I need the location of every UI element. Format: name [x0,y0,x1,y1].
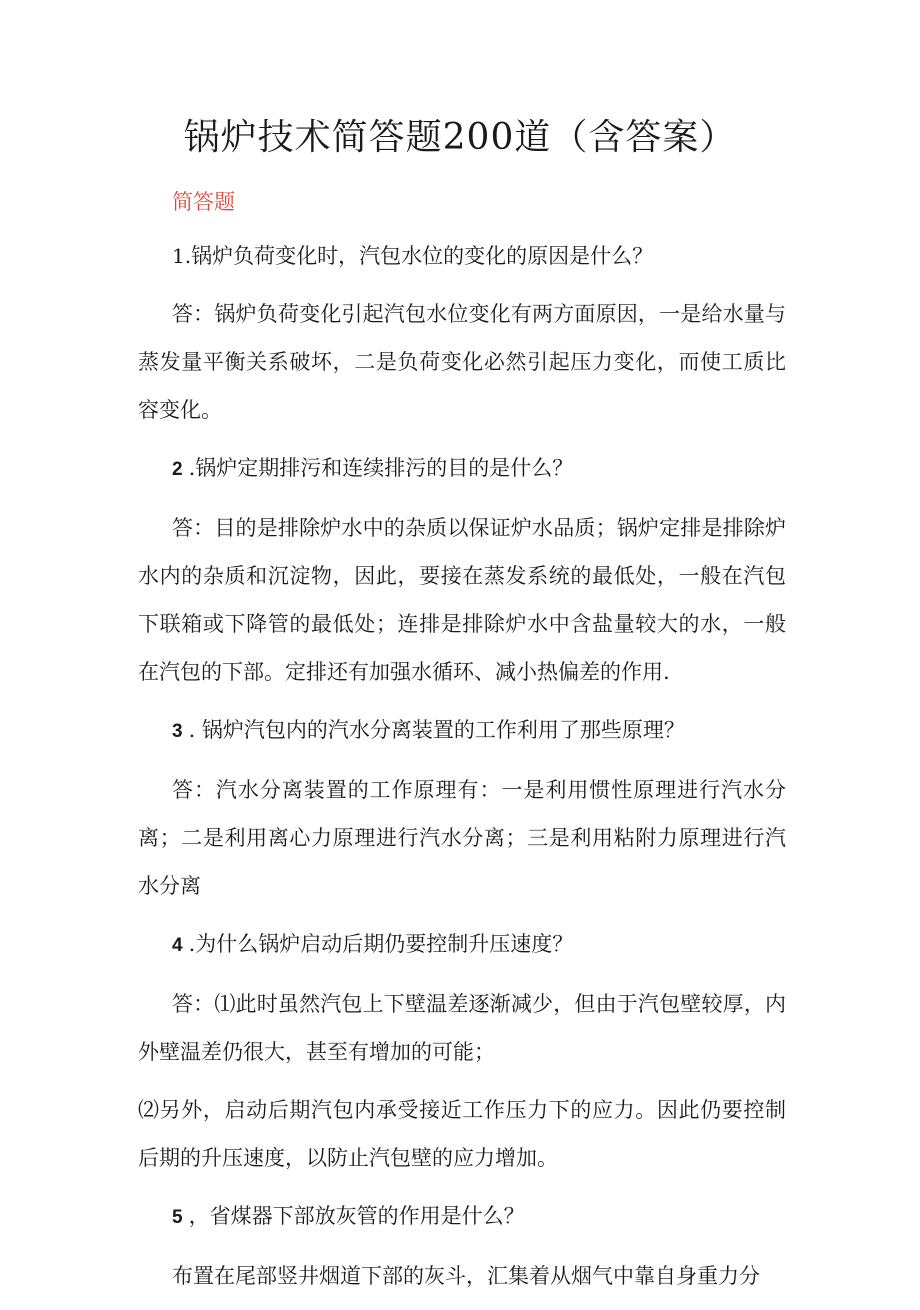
question-2 [138,444,786,494]
question-number: 1. [172,244,192,268]
question-text: .为什么锅炉启动后期仍要控制升压速度？ [188,932,574,956]
document-title: 锅炉技术简答题200道（含答案） [183,117,737,158]
question-text: .锅炉定期排污和连续排污的目的是什么？ [188,456,574,480]
answer-text: 布置在尾部竖井烟道下部的灰斗，汇集着从烟气中靠自身重力分 [172,1264,760,1288]
question-5 [138,1192,786,1242]
question-number: 4 [172,935,183,956]
answer-1 [138,290,786,434]
question-text: ，省煤器下部放灰管的作用是什么？ [188,1204,525,1228]
answer-2 [138,504,786,696]
answer-4-part-2 [138,1086,786,1182]
answer-text: 答：⑴此时虽然汽包上下壁温差逐渐减少，但由于汽包壁较厚，内外壁温差仍很大，甚至有增加的可能； [138,992,786,1064]
answer-3 [138,766,786,910]
answer-5 [138,1252,786,1300]
answer-text: ⑵另外，启动后期汽包内承受接近工作压力下的应力。因此仍要控制后期的升压速度，以防止汽包壁的应力增加。 [138,1098,786,1170]
question-text: . 锅炉汽包内的汽水分离装置的工作利用了那些原理？ [188,718,685,742]
question-text: 锅炉负荷变化时，汽包水位的变化的原因是什么？ [191,244,654,268]
document-body [138,232,786,1310]
question-3 [138,706,786,756]
answer-text: 答：汽水分离装置的工作原理有：一是利用惯性原理进行汽水分离；二是利用离心力原理进行汽水分离；三是利用粘附力原理进行汽水分离 [138,778,786,898]
question-number: 2 [172,459,183,480]
question-1 [138,232,786,280]
question-number: 3 [172,721,183,742]
question-number: 5 [172,1207,183,1228]
answer-4-part-1 [138,980,786,1076]
answer-text: 答：目的是排除炉水中的杂质以保证炉水品质；锅炉定排是排除炉水内的杂质和沉淀物，因此，要接在蒸发系统的最低处，一般在汽包下联箱或下降管的最低处；连排是排除炉水中含盐量较大的水，一般在汽包的下部。定排还有加强水循环、减小热偏差的作用. [138,516,786,684]
question-4 [138,920,786,970]
section-label: 简答题 [172,190,235,214]
answer-text: 答：锅炉负荷变化引起汽包水位变化有两方面原因，一是给水量与蒸发量平衡关系破坏，二是负荷变化必然引起压力变化，而使工质比容变化。 [138,302,786,422]
